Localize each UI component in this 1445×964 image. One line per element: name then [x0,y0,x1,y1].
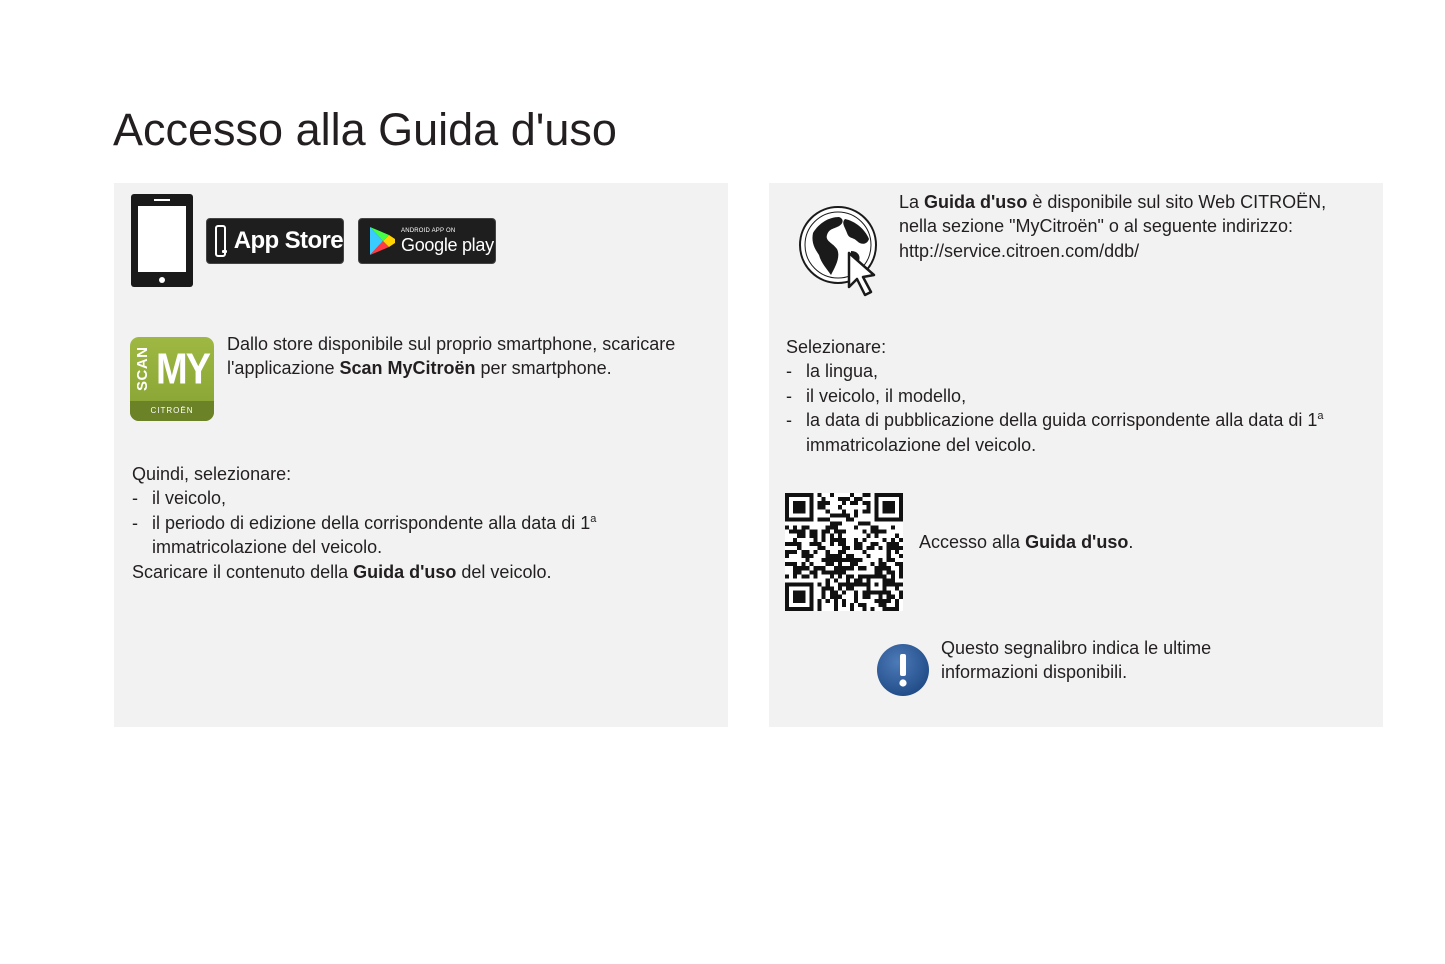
logo-scan-text: SCAN [134,346,151,391]
website-info: La Guida d'uso è disponibile sul sito Web CITROËN, nella sezione "MyCitroën" o al seguente indirizzo: http://service.citroen.com/ddb/ [899,190,1326,263]
app-store-badge[interactable] [206,218,344,264]
app-store-label: App Store [233,227,343,254]
globe-cursor-icon [799,205,889,297]
list-item: - il veicolo, il modello, [786,385,967,406]
qr-code[interactable] [785,493,903,611]
list-item: - la data di pubblicazione della guida corrispondente alla data di 1$^a$ immatricolazione del veicolo. [786,410,1324,455]
list-item: - il periodo di edizione della corrispondente alla data di 1$^a$ immatricolazione del veicolo. [132,512,597,558]
download-instructions: Dallo store disponibile sul proprio smartphone, scaricare l'applicazione Scan MyCitroën per smartphone. [227,334,676,379]
qr-caption: Accesso alla Guida d'uso. [919,532,1134,552]
list-item: - il veicolo, [132,488,227,509]
selection-instructions: Quindi, selezionare: - il veicolo, - il periodo di edizione della corrispondente alla data di 1$^a$ immatricolazione del veicolo. Scaricare il contenuto della Guida d'uso del veicolo. [132,464,597,582]
logo-brand-text: CITROËN [130,401,214,421]
iphone-icon [215,225,226,257]
website-access-panel [769,183,1383,727]
website-url[interactable]: http://service.citroen.com/ddb/ [899,240,1140,261]
page-title: Accesso alla Guida d'uso [113,104,617,155]
logo-my-text: MY [156,345,209,395]
google-play-label: Google play [401,235,494,255]
google-play-badge[interactable] [358,218,496,264]
website-selection-instructions: Selezionare: - la lingua, - il veicolo, il modello, - la data di pubblicazione della guida corrispondente alla data di 1$^a$ immatricolazione del veicolo. [786,335,1324,457]
smartphone-icon [130,193,194,288]
google-play-icon [367,225,397,257]
scan-my-citroen-app-icon [130,337,214,421]
bookmark-note: Questo segnalibro indica le ultime informazioni disponibili. [941,638,1212,683]
google-play-caption: ANDROID APP ON [401,228,456,234]
app-download-panel [114,183,728,727]
list-item: - la lingua, [786,361,879,382]
app-name: Scan MyCitroën [339,358,476,379]
info-exclamation-icon [876,643,930,697]
